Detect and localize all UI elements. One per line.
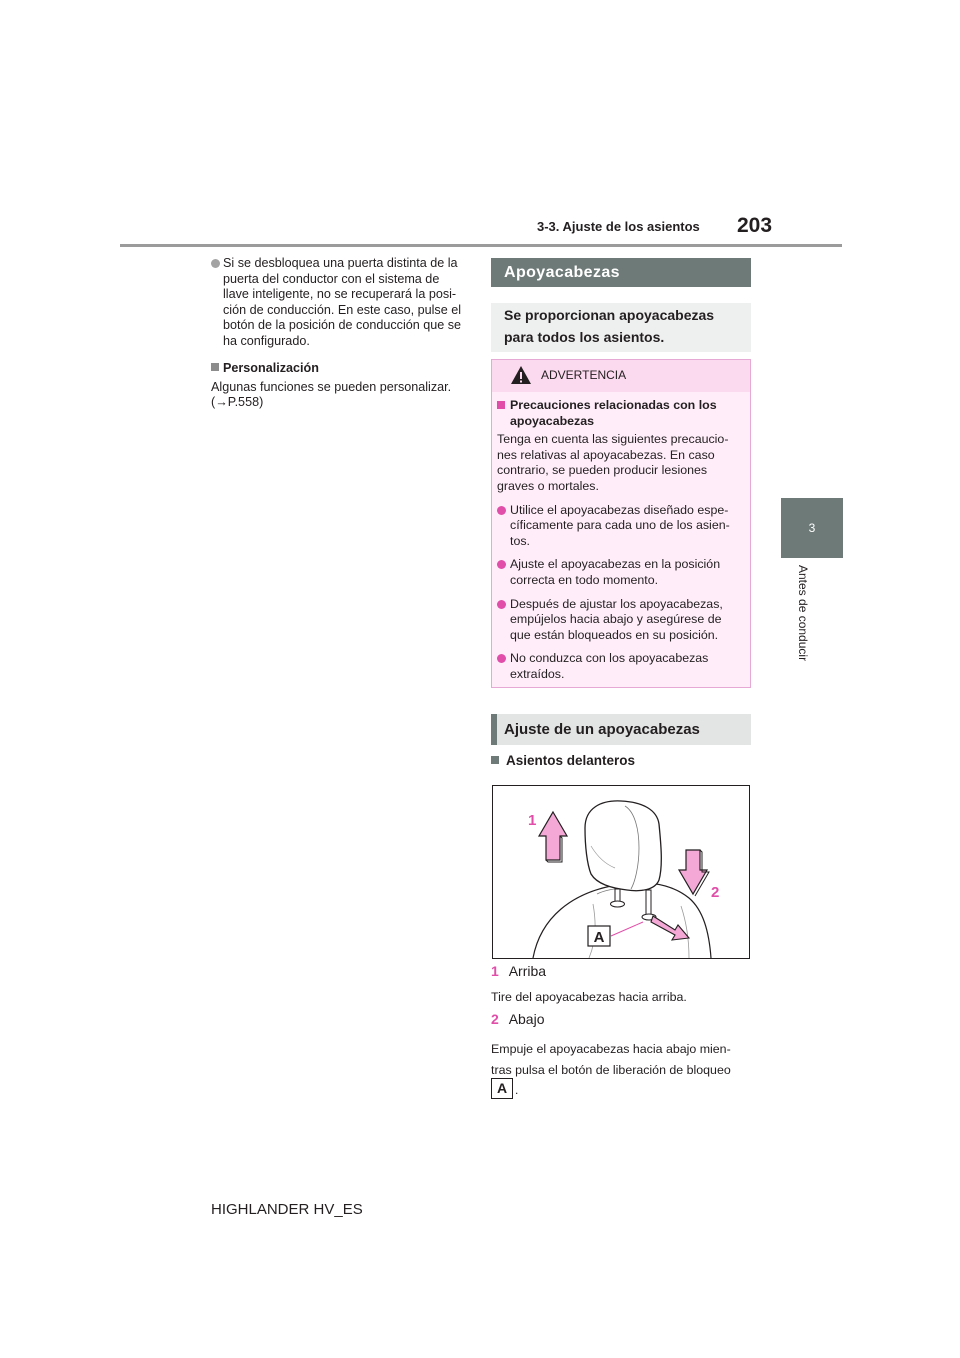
warning-header <box>492 360 750 392</box>
step-2-label: Abajo <box>508 1011 545 1027</box>
gray-bullet-icon <box>211 259 220 268</box>
driving-position-note <box>211 256 481 350</box>
warning-item: No conduzca con los apoyacabezas extraídos. <box>497 651 745 682</box>
page-number: 203 <box>737 214 773 237</box>
note-line: botón de la posición de conducción que se <box>223 318 462 333</box>
note-line: ción de conducción. En este caso, pulse el <box>223 302 462 317</box>
chapter-tab[interactable]: 3 <box>781 498 843 558</box>
inline-callout-period: . <box>515 1083 519 1097</box>
pink-bullet-icon <box>497 600 506 609</box>
callout-1-label: 1 <box>528 812 537 829</box>
header-rule <box>120 244 842 247</box>
headrest-illustration <box>492 785 750 959</box>
step-2-number: 2 <box>491 1011 499 1027</box>
step-2 <box>491 1011 751 1027</box>
section-title: 3-3. Ajuste de los asientos <box>537 219 700 234</box>
note-line: Si se desbloquea una puerta distinta de la <box>223 256 458 270</box>
info-box <box>491 303 751 352</box>
note-line: llave inteligente, no se recuperará la posi- <box>223 287 457 302</box>
pink-bullet-icon <box>497 654 506 663</box>
headrest-drawing <box>493 786 749 958</box>
note-line: ha configurado. <box>223 333 310 348</box>
warning-item: Después de ajustar los apoyacabezas, empújelos hacia abajo y asegúrese de que están bloqueados en su posición. <box>497 597 745 644</box>
pink-bullet-icon <box>497 560 506 569</box>
adjust-headrest-banner: Ajuste de un apoyacabezas <box>491 714 751 745</box>
headrests-banner: Apoyacabezas <box>491 258 751 287</box>
inline-callout-a: A <box>491 1078 513 1099</box>
info-line: para todos los asientos. <box>504 329 665 345</box>
step-1-description: Tire del apoyacabezas hacia arriba. <box>491 990 687 1004</box>
warning-box <box>491 359 751 688</box>
warning-item: Utilice el apoyacabezas diseñado espe- cíficamente para cada uno de los asien- tos. <box>497 503 745 550</box>
footer-model: HIGHLANDER HV_ES <box>211 1201 363 1218</box>
step-1-number: 1 <box>491 963 499 979</box>
warning-title: ADVERTENCIA <box>541 368 627 382</box>
warning-triangle-icon <box>510 365 532 385</box>
square-bullet-icon <box>211 363 219 371</box>
step-1-label: Arriba <box>508 963 547 979</box>
personalization-text: Algunas funciones se pueden personalizar. <box>211 379 452 394</box>
warning-body <box>492 392 750 687</box>
pink-square-bullet-icon <box>497 401 505 409</box>
square-bullet-icon <box>491 756 499 764</box>
pink-bullet-icon <box>497 506 506 515</box>
personalization-section <box>211 361 469 411</box>
warning-subheading: Precauciones relacionadas con los apoyacabezas <box>497 398 745 429</box>
step-1 <box>491 963 751 979</box>
warning-item: Ajuste el apoyacabezas en la posición correcta en todo momento. <box>497 557 745 588</box>
callout-2-label: 2 <box>711 884 720 901</box>
front-seats-heading: Asientos delanteros <box>491 753 751 768</box>
chapter-label: Antes de conducir <box>796 565 810 662</box>
step-2-description: Empuje el apoyacabezas hacia abajo mien- tras pulsa el botón de liberación de bloqueo <box>491 1042 731 1077</box>
personalization-heading: Personalización <box>211 361 469 377</box>
page-reference-link[interactable]: (→P.558) <box>211 395 264 410</box>
callout-a-label: A <box>593 929 605 946</box>
note-line: puerta del conductor con el sistema de <box>223 271 440 286</box>
info-line: Se proporcionan apoyacabezas <box>504 307 715 323</box>
warning-intro: Tenga en cuenta las siguientes precaucio- nes relativas al apoyacabezas. En caso contrario, se pueden producir lesiones graves o mortales. <box>497 432 729 493</box>
